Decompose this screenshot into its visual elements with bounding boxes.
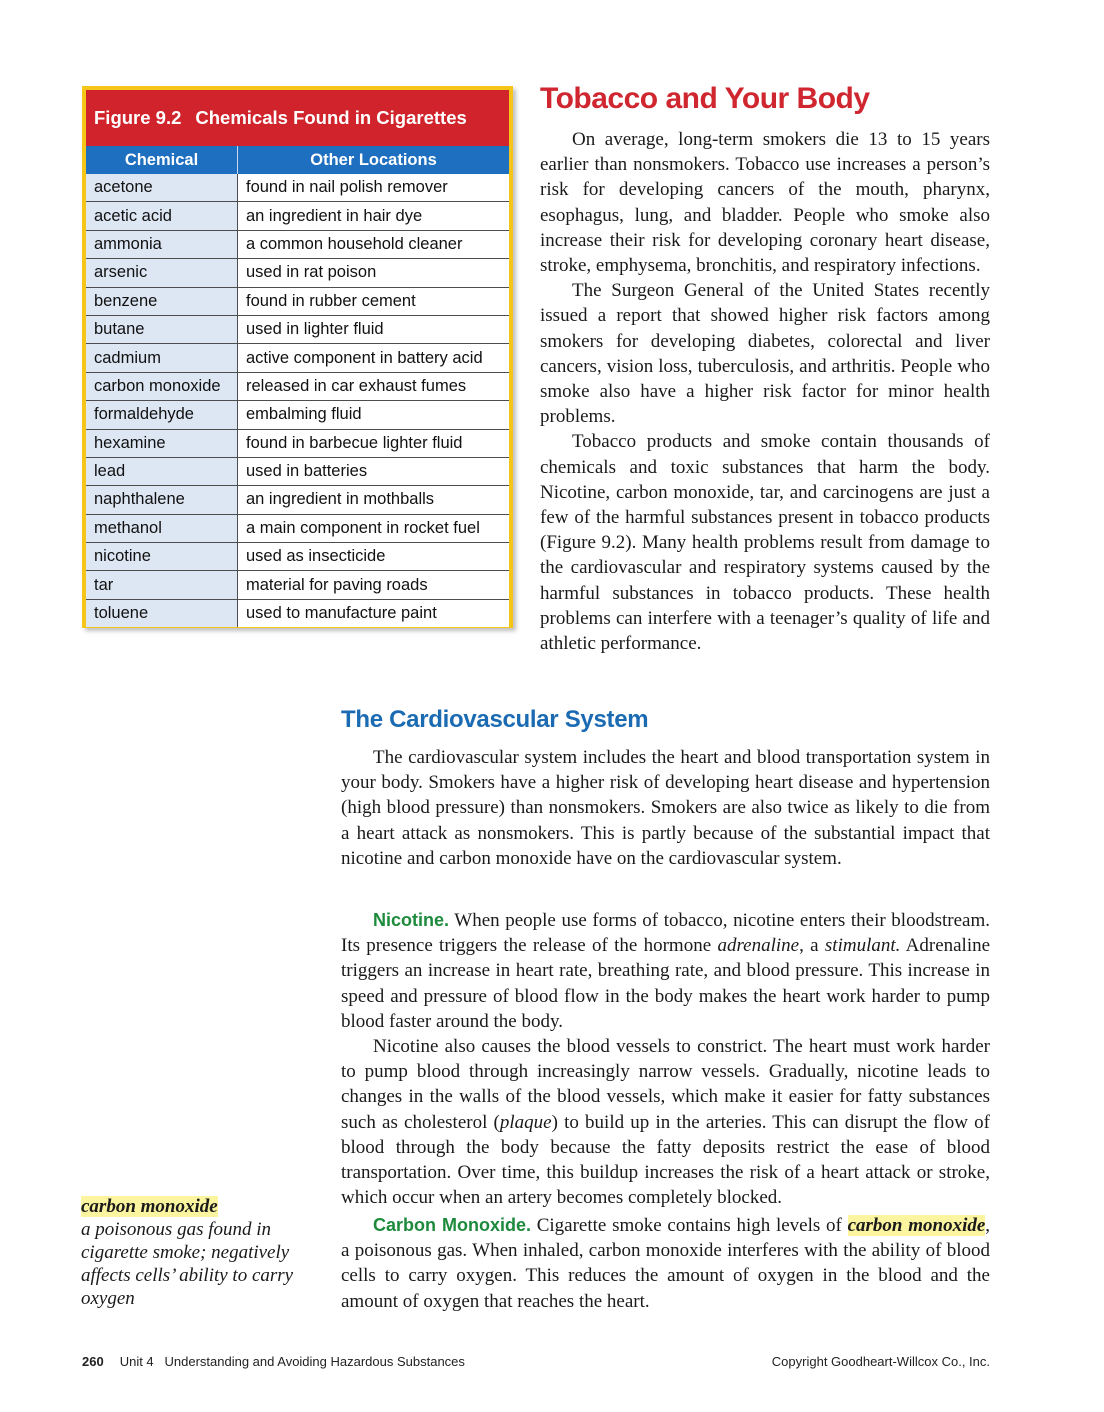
intro-paragraph: The Surgeon General of the United States recently issued a report that showed higher risk factors among smokers for developing diabetes, colorectal and liver cancers, vision loss, tuberculosis, and arthritis. People who smoke also have a higher risk factor for minor health problems. bbox=[540, 280, 990, 428]
table-row bbox=[86, 571, 509, 599]
location-cell: active component in battery acid bbox=[238, 344, 510, 372]
table-row bbox=[86, 372, 509, 400]
carbon-monoxide-run-in-head: Carbon Monoxide. bbox=[373, 1215, 531, 1235]
adrenaline-term: adrenaline bbox=[717, 935, 800, 957]
table-row bbox=[86, 259, 509, 287]
margin-glossary bbox=[81, 1195, 321, 1310]
location-cell: found in barbecue lighter fluid bbox=[238, 429, 510, 457]
location-cell: used as insecticide bbox=[238, 543, 510, 571]
chemicals-table bbox=[86, 146, 509, 627]
nicotine-section bbox=[341, 908, 990, 1210]
nicotine-paragraph-1 bbox=[341, 908, 990, 1034]
text-run: Cigarette smoke contains high levels of bbox=[536, 1215, 842, 1236]
chemical-cell: naphthalene bbox=[86, 486, 238, 514]
chemical-cell: lead bbox=[86, 457, 238, 485]
text-run: , a poisonous gas. When inhaled, carbon monoxide interferes with the ability of blood cells to carry oxygen. This reduces the amount of oxygen in the blood and the amount of oxygen that reaches the heart. bbox=[341, 1215, 991, 1312]
chemical-cell: cadmium bbox=[86, 344, 238, 372]
stimulant-term: stimulant. bbox=[824, 935, 901, 957]
text-run: Nicotine also causes the blood vessels to constrict. The heart must work harder to pump blood through increasingly narrow vessels. Gradually, nicotine leads to changes in the walls of the blood vessels, which make it easier for fatty substances such as cholesterol ( bbox=[341, 1036, 990, 1133]
text-run: ) to build up in the arteries. This can disrupt the flow of blood through the body because the fatty deposits restrict the ease of blood transportation. Over time, this buildup increases the risk of a heart attack or stroke, which occur when an artery becomes completely blocked. bbox=[341, 1111, 990, 1209]
chemical-cell: carbon monoxide bbox=[86, 372, 238, 400]
text-run: When people use forms of tobacco, nicotine enters their bloodstream. Its presence triggers the release of the hormone bbox=[341, 910, 990, 957]
intro-paragraph: On average, long-term smokers die 13 to 15 years earlier than nonsmokers. Tobacco use increases a person’s risk for developing cancers of the mouth, pharynx, esophagus, lung, and bladder. People who smoke also increase their risk for developing coronary heart disease, stroke, emphysema, bronchitis, and respiratory infections. bbox=[540, 129, 990, 277]
table-row bbox=[86, 599, 509, 627]
table-row bbox=[86, 457, 509, 485]
chemical-cell: acetic acid bbox=[86, 202, 238, 230]
location-cell: material for paving roads bbox=[238, 571, 510, 599]
figure-9-2 bbox=[82, 86, 513, 628]
figure-title bbox=[86, 90, 509, 146]
location-cell: embalming fluid bbox=[238, 401, 510, 429]
location-cell: an ingredient in hair dye bbox=[238, 202, 510, 230]
location-cell: used in rat poison bbox=[238, 259, 510, 287]
chemical-cell: butane bbox=[86, 315, 238, 343]
chemical-cell: toluene bbox=[86, 599, 238, 627]
chemical-cell: nicotine bbox=[86, 543, 238, 571]
page-number: 260 bbox=[82, 1354, 104, 1369]
chemical-cell: hexamine bbox=[86, 429, 238, 457]
glossary-term: carbon monoxide bbox=[81, 1196, 218, 1217]
table-body bbox=[86, 174, 509, 627]
carbon-monoxide-paragraph bbox=[341, 1213, 990, 1314]
page-footer bbox=[82, 1354, 990, 1369]
figure-number: Figure 9.2 bbox=[94, 107, 182, 128]
chemical-cell: ammonia bbox=[86, 230, 238, 258]
section-title: The Cardiovascular System bbox=[341, 706, 649, 733]
table-row bbox=[86, 514, 509, 542]
copyright: Copyright Goodheart-Willcox Co., Inc. bbox=[771, 1354, 990, 1369]
glossary-definition: a poisonous gas found in cigarette smoke; negatively affects cells’ ability to carry oxygen bbox=[81, 1219, 294, 1309]
nicotine-paragraph-2 bbox=[341, 1034, 990, 1210]
header-chemical: Chemical bbox=[86, 146, 238, 174]
table-row bbox=[86, 486, 509, 514]
location-cell: a main component in rocket fuel bbox=[238, 514, 510, 542]
article-title: Tobacco and Your Body bbox=[540, 82, 870, 115]
carbon-monoxide-section bbox=[341, 1213, 990, 1314]
location-cell: an ingredient in mothballs bbox=[238, 486, 510, 514]
chemical-cell: methanol bbox=[86, 514, 238, 542]
text-run: Adrenaline triggers an increase in heart rate, breathing rate, and blood pressure. This increase in speed and pressure of blood flow in the body makes the heart work harder to pump blood faster around the body. bbox=[341, 935, 991, 1032]
figure-caption: Chemicals Found in Cigarettes bbox=[195, 107, 467, 128]
intro-text bbox=[540, 127, 990, 656]
chemical-cell: formaldehyde bbox=[86, 401, 238, 429]
table-row bbox=[86, 543, 509, 571]
section-intro bbox=[341, 745, 990, 871]
carbon-monoxide-key-term: carbon monoxide bbox=[847, 1215, 986, 1236]
location-cell: released in car exhaust fumes bbox=[238, 372, 510, 400]
table-row bbox=[86, 230, 509, 258]
table-row bbox=[86, 315, 509, 343]
header-other-locations: Other Locations bbox=[238, 146, 510, 174]
chemical-cell: benzene bbox=[86, 287, 238, 315]
unit-title: Unit 4 Understanding and Avoiding Hazardous Substances bbox=[119, 1354, 465, 1369]
location-cell: found in nail polish remover bbox=[238, 174, 510, 202]
intro-paragraph: Tobacco products and smoke contain thousands of chemicals and toxic substances that harm the body. Nicotine, carbon monoxide, tar, and carcinogens are just a few of the harmful substances present in tobacco products (Figure 9.2). Many health problems result from damage to the cardiovascular and respiratory systems caused by the harmful substances in tobacco products. These health problems can interfere with a teenager’s quality of life and athletic performance. bbox=[540, 431, 990, 655]
table-row bbox=[86, 287, 509, 315]
table-row bbox=[86, 174, 509, 202]
table-row bbox=[86, 429, 509, 457]
location-cell: found in rubber cement bbox=[238, 287, 510, 315]
chemical-cell: tar bbox=[86, 571, 238, 599]
location-cell: a common household cleaner bbox=[238, 230, 510, 258]
section-intro-paragraph: The cardiovascular system includes the heart and blood transportation system in your body. Smokers have a higher risk of developing heart disease and hypertension (high blood pressure) than nonsmokers. Smokers are also twice as likely to die from a heart attack as nonsmokers. This is partly because of the substantial impact that nicotine and carbon monoxide have on the cardiovascular system. bbox=[341, 747, 990, 869]
chemical-cell: arsenic bbox=[86, 259, 238, 287]
table-row bbox=[86, 401, 509, 429]
location-cell: used in lighter fluid bbox=[238, 315, 510, 343]
location-cell: used in batteries bbox=[238, 457, 510, 485]
table-row bbox=[86, 344, 509, 372]
chemical-cell: acetone bbox=[86, 174, 238, 202]
plaque-term: plaque bbox=[499, 1111, 552, 1133]
location-cell: used to manufacture paint bbox=[238, 599, 510, 627]
text-run: , a bbox=[799, 935, 819, 957]
table-row bbox=[86, 202, 509, 230]
nicotine-run-in-head: Nicotine. bbox=[373, 910, 450, 930]
